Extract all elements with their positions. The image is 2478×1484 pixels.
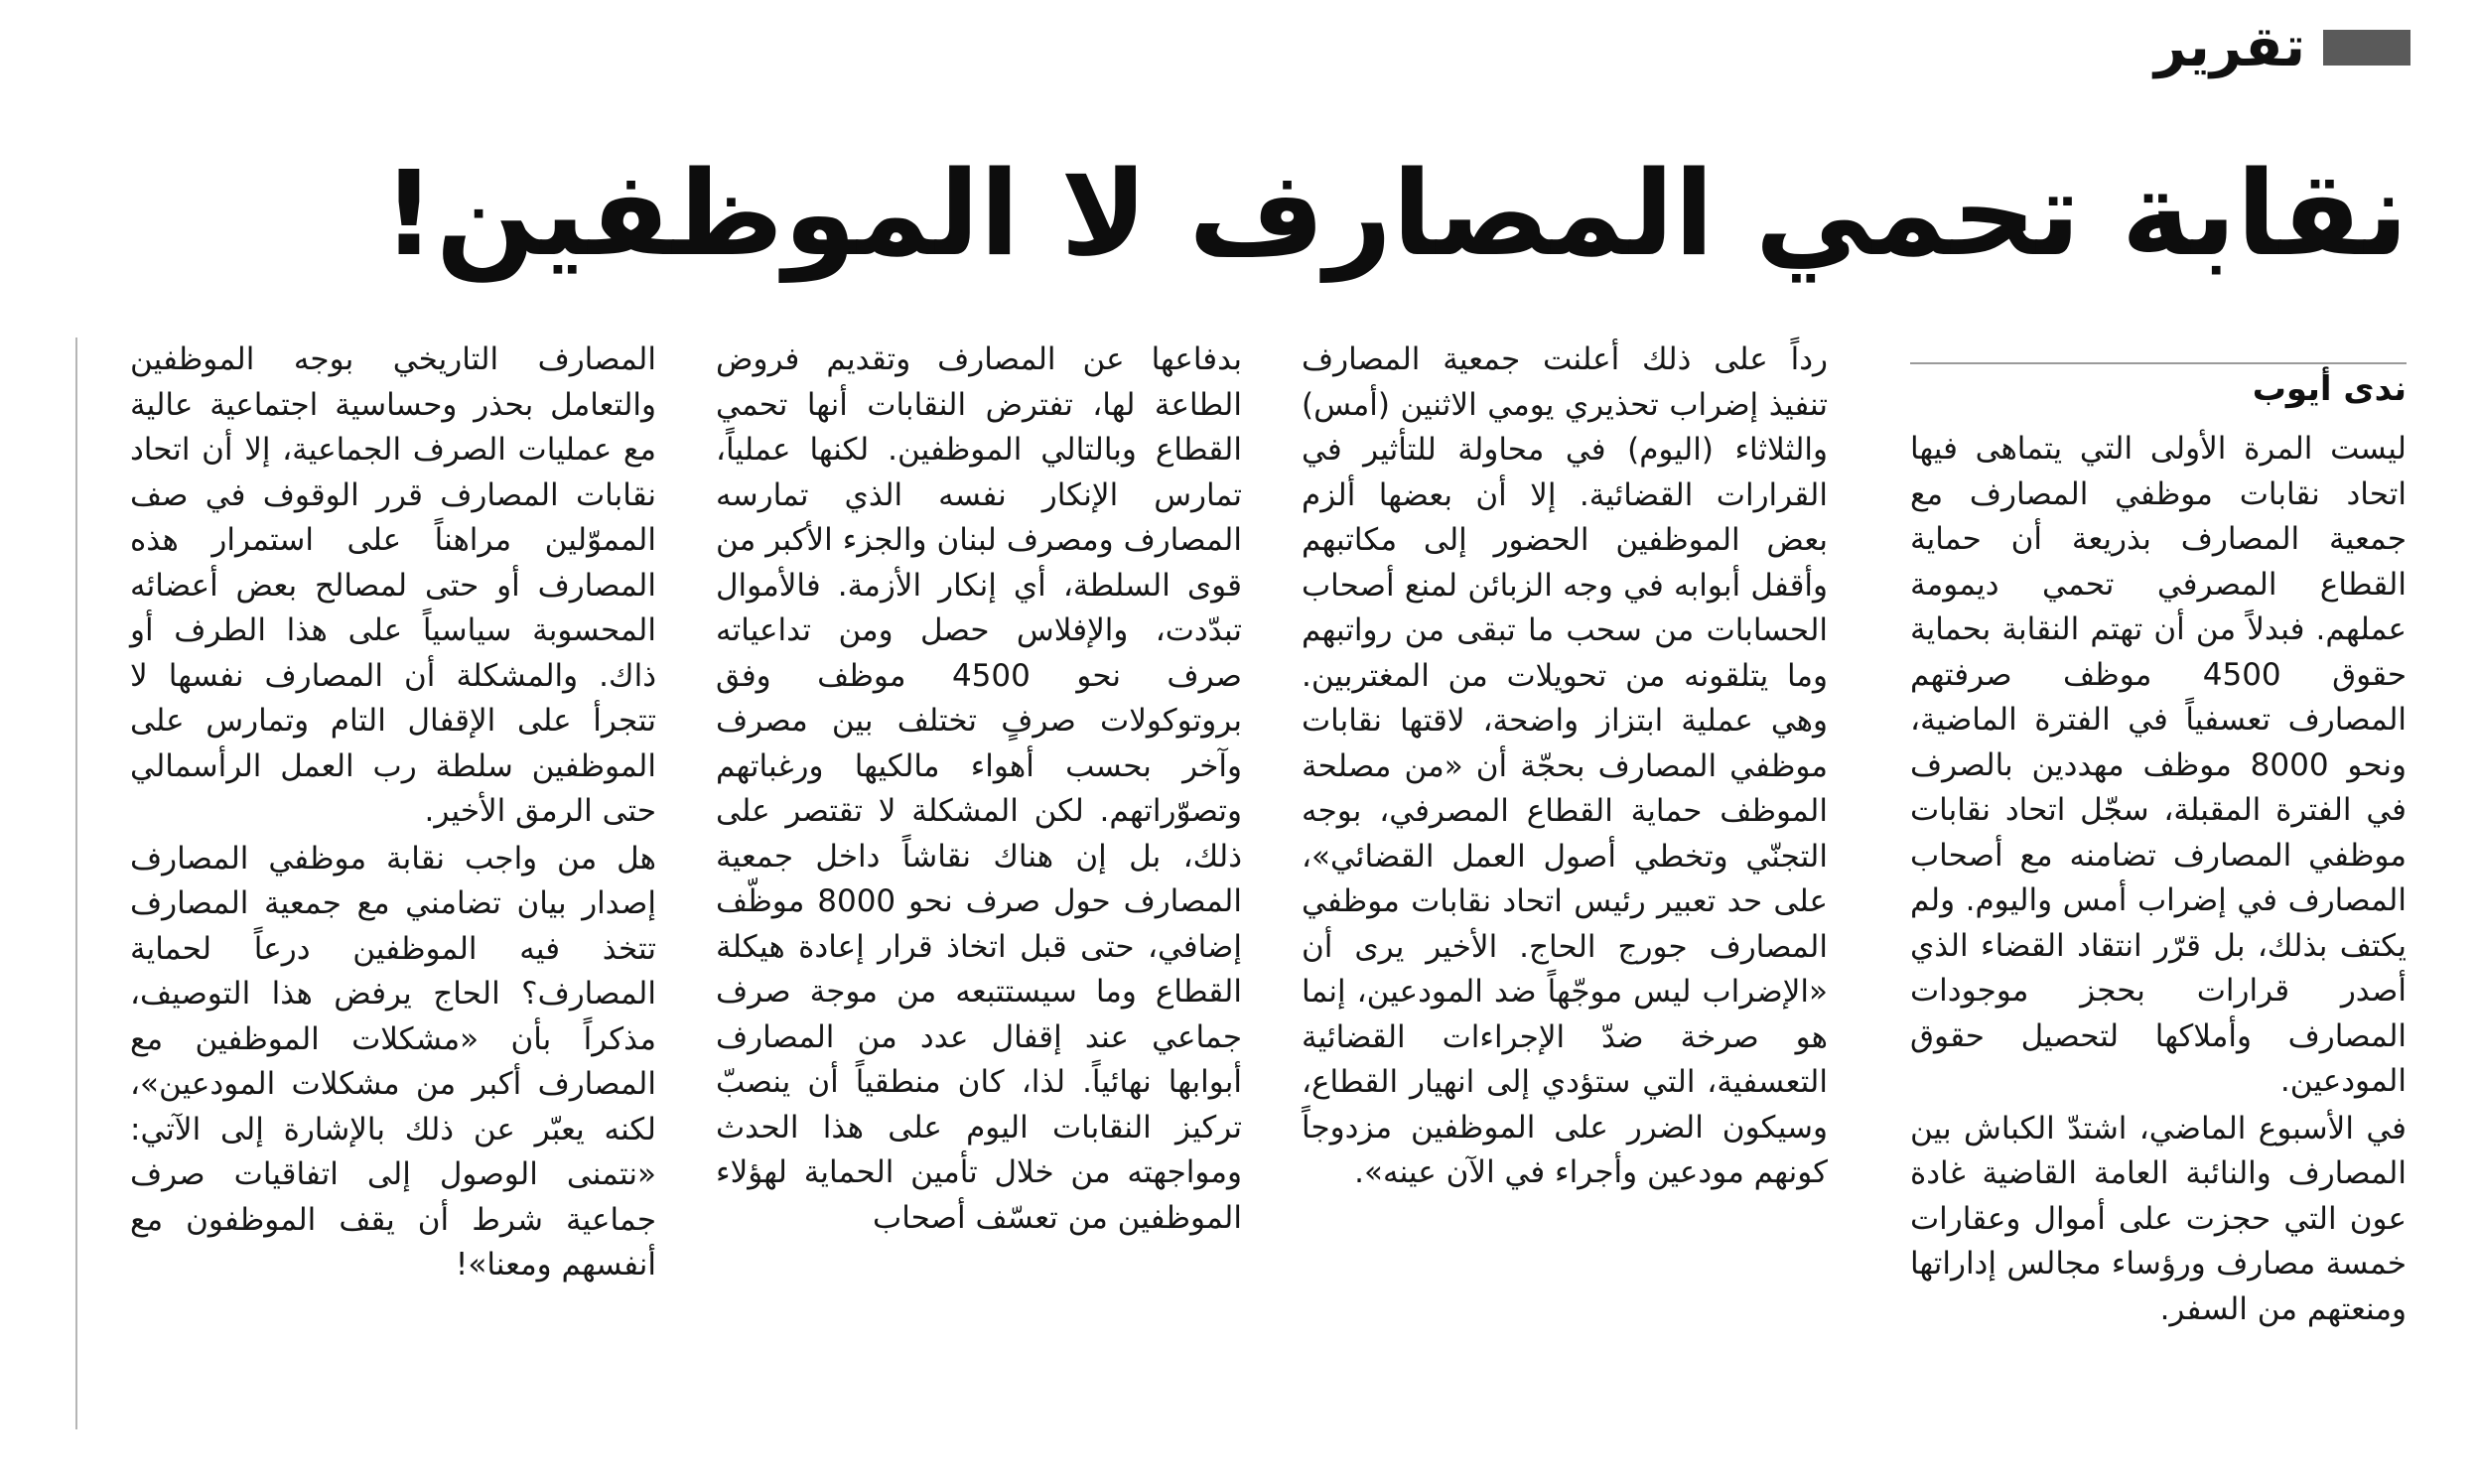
page-edge-rule: [75, 337, 77, 1429]
headline: نقابة تحمي المصارف لا الموظفين!: [382, 145, 2409, 282]
author-byline: ندى أيوب: [2252, 369, 2407, 409]
paragraph: المصارف التاريخي بوجه الموظفين والتعامل بحذر وحساسية اجتماعية عالية مع عمليات الصرف الجماعية، إلا أن اتحاد نقابات المصارف قرر الوقوف في صف المموّلين مراهناً على استمرار هذه المصارف أو حتى لمصالح بعض أعضائه المحسوبة سياسياً على هذا الطرف أو ذاك. والمشكلة أن المصارف نفسها لا تتجرأ على الإقفال التام وتمارس على الموظفين سلطة رب العمل الرأسمالي حتى الرمق الأخير.: [130, 341, 656, 829]
paragraph: بدفاعها عن المصارف وتقديم فروض الطاعة لها، تفترض النقابات أنها تحمي القطاع وبالتالي الموظفين. لكنها عملياً، تمارس الإنكار نفسه الذي تمارسه المصارف ومصرف لبنان والجزء الأكبر من قوى السلطة، أي إنكار الأزمة. فالأموال تبدّدت، والإفلاس حصل ومن تداعياته صرف نحو 4500 موظف وفق بروتوكولات صرفٍ تختلف بين مصرف وآخر بحسب أهواء مالكيها ورغباتهم وتصوّراتهم. لكن المشكلة لا تقتصر على ذلك، بل إن هناك نقاشاً داخل جمعية المصارف حول صرف نحو 8000 موظّف إضافي، حتى قبل اتخاذ قرار إعادة هيكلة القطاع وما سيستتبعه من موجة صرف جماعي عند إقفال عدد من المصارف أبوابها نهائياً. لذا، كان منطقياً أن ينصبّ تركيز النقابات اليوم على هذا الحدث ومواجهته من خلال تأمين الحماية لهؤلاء الموظفين من تعسّف أصحاب: [716, 341, 1242, 1236]
article-column-2: [1302, 337, 1828, 1196]
author-divider: [1910, 362, 2407, 364]
article-column-1: [1910, 427, 2407, 1332]
section-label-text: تقرير: [2153, 15, 2305, 79]
paragraph: هل من واجب نقابة موظفي المصارف إصدار بيان تضامني مع جمعية المصارف تتخذ فيه الموظفين درعاً لحماية المصارف؟ الحاج يرفض هذا التوصيف، مذكراً بأن «مشكلات الموظفين مع المصارف أكبر من مشكلات المودعين»، لكنه يعبّر عن ذلك بالإشارة إلى الآتي: «نتمنى الوصول إلى اتفاقيات صرف جماعية شرط أن يقف الموظفون مع أنفسهم ومعنا»!: [130, 840, 656, 1282]
article-column-3: [716, 337, 1242, 1241]
paragraph: رداً على ذلك أعلنت جمعية المصارف تنفيذ إضراب تحذيري يومي الاثنين (أمس) والثلاثاء (اليوم) في محاولة للتأثير في القرارات القضائية. إلا أن بعضها ألزم بعض الموظفين الحضور إلى مكاتبهم وأقفل أبوابه في وجه الزبائن لمنع أصحاب الحسابات من سحب ما تبقى من رواتبهم وما يتلقونه من تحويلات من المغتربين. وهي عملية ابتزاز واضحة، لاقتها نقابات موظفي المصارف بحجّة أن «من مصلحة الموظف حماية القطاع المصرفي، بوجه التجنّي وتخطي أصول العمل القضائي»، على حد تعبير رئيس اتحاد نقابات موظفي المصارف جورج الحاج. الأخير يرى أن «الإضراب ليس موجّهاً ضد المودعين، إنما هو صرخة ضدّ الإجراءات القضائية التعسفية، التي ستؤدي إلى انهيار القطاع، وسيكون الضرر على الموظفين مزدوجاً كونهم مودعين وأجراء في الآن عينه».: [1302, 341, 1828, 1190]
article-column-4: [130, 337, 656, 1288]
section-label: [2153, 15, 2410, 79]
section-bar: [2323, 30, 2410, 66]
paragraph: ليست المرة الأولى التي يتماهى فيها اتحاد نقابات موظفي المصارف مع جمعية المصارف بذريعة أن حماية القطاع المصرفي تحمي ديمومة عملهم. فبدلاً من أن تهتم النقابة بحماية حقوق 4500 موظف صرفتهم المصارف تعسفياً في الفترة الماضية، ونحو 8000 موظف مهددين بالصرف في الفترة المقبلة، سجّل اتحاد نقابات موظفي المصارف تضامنه مع أصحاب المصارف في إضراب أمس واليوم. ولم يكتف بذلك، بل قرّر انتقاد القضاء الذي أصدر قرارات بحجز موجودات المصارف وأملاكها لتحصيل حقوق المودعين.: [1910, 431, 2407, 1099]
paragraph: في الأسبوع الماضي، اشتدّ الكباش بين المصارف والنائبة العامة القاضية غادة عون التي حجزت على أموال وعقارات خمسة مصارف ورؤساء مجالس إداراتها ومنعتهم من السفر.: [1910, 1110, 2407, 1327]
